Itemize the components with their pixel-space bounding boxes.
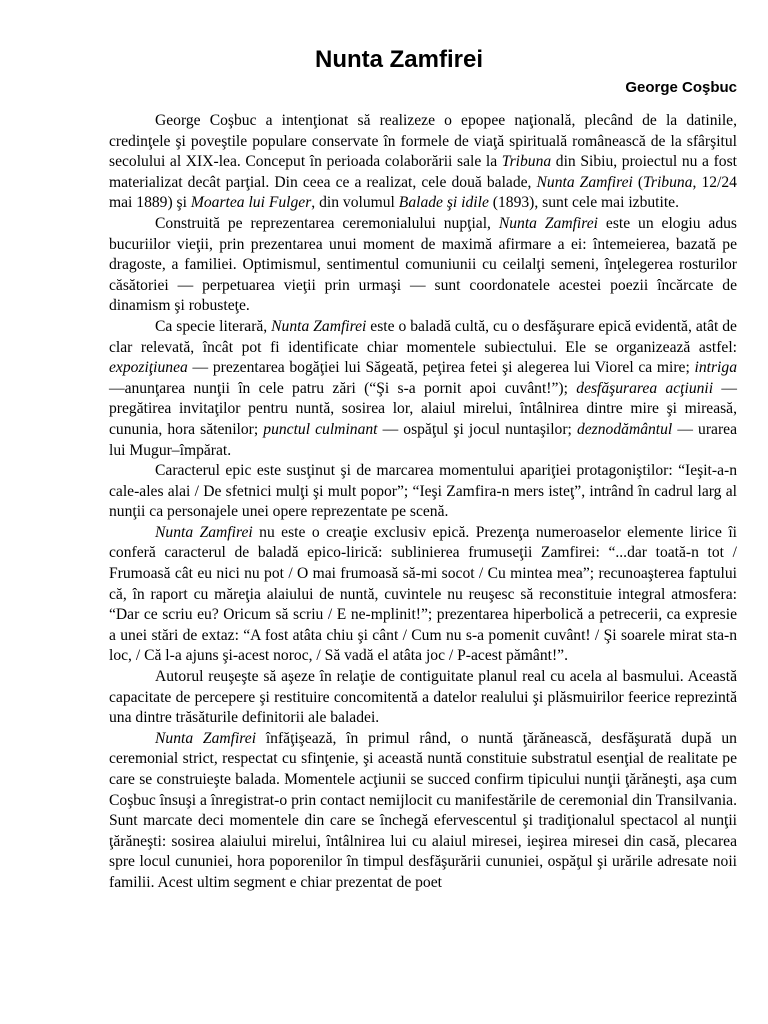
text-run: , din volumul — [311, 194, 399, 212]
paragraph — [109, 111, 737, 214]
italic-text-run: desfăşurarea acţiunii — [576, 379, 714, 397]
text-run: — ospăţul şi jocul nuntaşilor; — [377, 420, 577, 438]
text-run: Ca specie literară, — [155, 317, 272, 335]
paragraph — [109, 523, 737, 667]
text-run: — prezentarea bogăţiei lui Săgeată, peţirea fetei şi alegerea lui Viorel ca mire; — [187, 359, 695, 377]
text-run: George Coşbuc a intenţionat să realizeze o epopee naţională, plecând de la datinile, credinţele şi poveştile populare conservate în formele de viaţă spirituală românească de la sfârşitul secolului al XIX-lea. Conceput în perioada colaborării sale la — [109, 112, 737, 171]
text-run: — pregătirea invitaţilor pentru nuntă, sosirea lor, alaiul mirelui, întâlnirea dintre mire şi mireasă, cununia, hora sătenilor; — [109, 379, 737, 438]
paragraph — [109, 214, 737, 317]
italic-text-run: intriga — [694, 359, 737, 377]
text-run: nu este o creaţie exclusiv epică. Prezenţa numeroaselor elemente lirice îi conferă caracterul de baladă epico-lirică: sublinierea frumuseţii Zamfirei: “...dar toată-n tot / Frumoasă cât eu nici nu pot / O mai frumoasă să-mi socot / Cu mintea mea”; recunoaşterea faptului că, în raport cu măreţia alaiului de nuntă, cuvintele nu reuşesc să reconstituie integral atmosfera: “Dar ce scriu eu? Oricum să scriu / E ne-mplinit!”; prezentarea hiperbolică a petrecerii, ca expresie a unei stări de extaz: “A fost atâta chiu şi cânt / Cum nu s-a pomenit cuvânt! / Şi soarele mirat sta-n loc, / Că l-a ajuns şi-acest noroc, / Să vadă el atâta joc / P-acest pământ!”. — [109, 523, 737, 665]
italic-text-run: Tribuna — [643, 173, 693, 191]
italic-text-run: Tribuna — [501, 153, 552, 171]
text-run: Autorul reuşeşte să aşeze în relaţie de contiguitate planul real cu acela al basmului. Această capacitate de percepere şi restituire concomitentă a datelor realului şi plăsmuirilor feerice reprezintă una dintre trăsăturile definitorii ale baladei. — [109, 668, 737, 727]
page-title: Nunta Zamfirei — [314, 46, 484, 73]
italic-text-run: Moartea lui Fulger — [190, 194, 312, 212]
text-run: ( — [632, 173, 644, 191]
text-run: , 12/24 mai 1889) şi — [109, 173, 737, 212]
italic-text-run: Balade şi idile — [398, 194, 489, 212]
paragraph — [109, 667, 737, 729]
italic-text-run: punctul culminant — [263, 420, 378, 438]
italic-text-run: Nunta Zamfirei — [155, 729, 257, 747]
text-run: este un elogiu adus bucuriilor vieţii, prin prezentarea unui moment de maximă afirmare a ei: întemeierea, bazată pe dragoste, a familiei. Optimismul, sentimentul comuniunii cu ceilalţi semeni, înţelegerea rosturilor căsătoriei — perpetuarea vieţii prin urmaşi — sunt coordonatele acestei poezii încărcate de dinamism şi robusteţe. — [109, 214, 737, 315]
text-run: (1893), sunt cele mai izbutite. — [488, 194, 679, 212]
paragraph — [109, 461, 737, 523]
paragraph — [109, 317, 737, 461]
italic-text-run: Nunta Zamfirei — [155, 523, 253, 541]
author-name: George Coşbuc — [625, 79, 737, 96]
italic-text-run: Nunta Zamfirei — [271, 317, 367, 335]
italic-text-run: Nunta Zamfirei — [498, 214, 599, 232]
text-run: Construită pe reprezentarea ceremonialului nupţial, — [155, 214, 499, 232]
italic-text-run: Nunta Zamfirei — [536, 173, 633, 191]
italic-text-run: deznodământul — [576, 420, 673, 438]
paragraph — [109, 729, 737, 894]
italic-text-run: expoziţiunea — [109, 359, 188, 377]
text-run: înfăţişează, în primul rând, o nuntă ţărănească, desfăşurată după un ceremonial strict, respectat cu sfinţenie, şi această nuntă constituie substratul esenţial de realitate pe care se construieşte balada. Momentele acţiunii se succed confirm tipicului nunţii ţărăneşti, aşa cum Coşbuc însuşi a înregistrat-o prin contact nemijlocit cu manifestările de ceremonial din Transilvania. Sunt marcate deci momentele din care se închegă efervescentul şi tradiţionalul spectacol al nunţii ţărăneşti: sosirea alaiului mirelui, întâlnirea lui cu alaiul miresei, ieşirea miresei din casă, plecarea spre locul cununiei, hora poporenilor în timpul desfăşurării cununiei, ospăţul şi urările adresate noii familii. Acest ultim segment e chiar prezentat de poet — [109, 729, 737, 891]
text-run: din Sibiu, proiectul nu a fost materializat decât parţial. Din ceea ce a realizat, cele două balade, — [109, 153, 737, 191]
text-run: — urarea lui Mugur–împărat. — [109, 420, 737, 459]
text-run: Caracterul epic este susţinut şi de marcarea momentului apariţiei protagoniştilor: “Ieşit-a-n cale-ales alai / De sfetnici mulţi şi mult popor”; “Ieşi Zamfira-n mers isteţ”, intrând în cadrul larg al nunţii ca personajele unei opere reprezentate pe scenă. — [109, 462, 737, 521]
text-run: —anunţarea nunţii în cele patru zări (“Şi s-a pornit apoi cuvânt!”); — [109, 379, 577, 397]
text-run: este o baladă cultă, cu o desfăşurare epică evidentă, atât de clar relevată, încât pot fi identificate chiar momentele subiectului. Ele se organizează astfel: — [109, 317, 737, 356]
article-body — [109, 111, 737, 894]
